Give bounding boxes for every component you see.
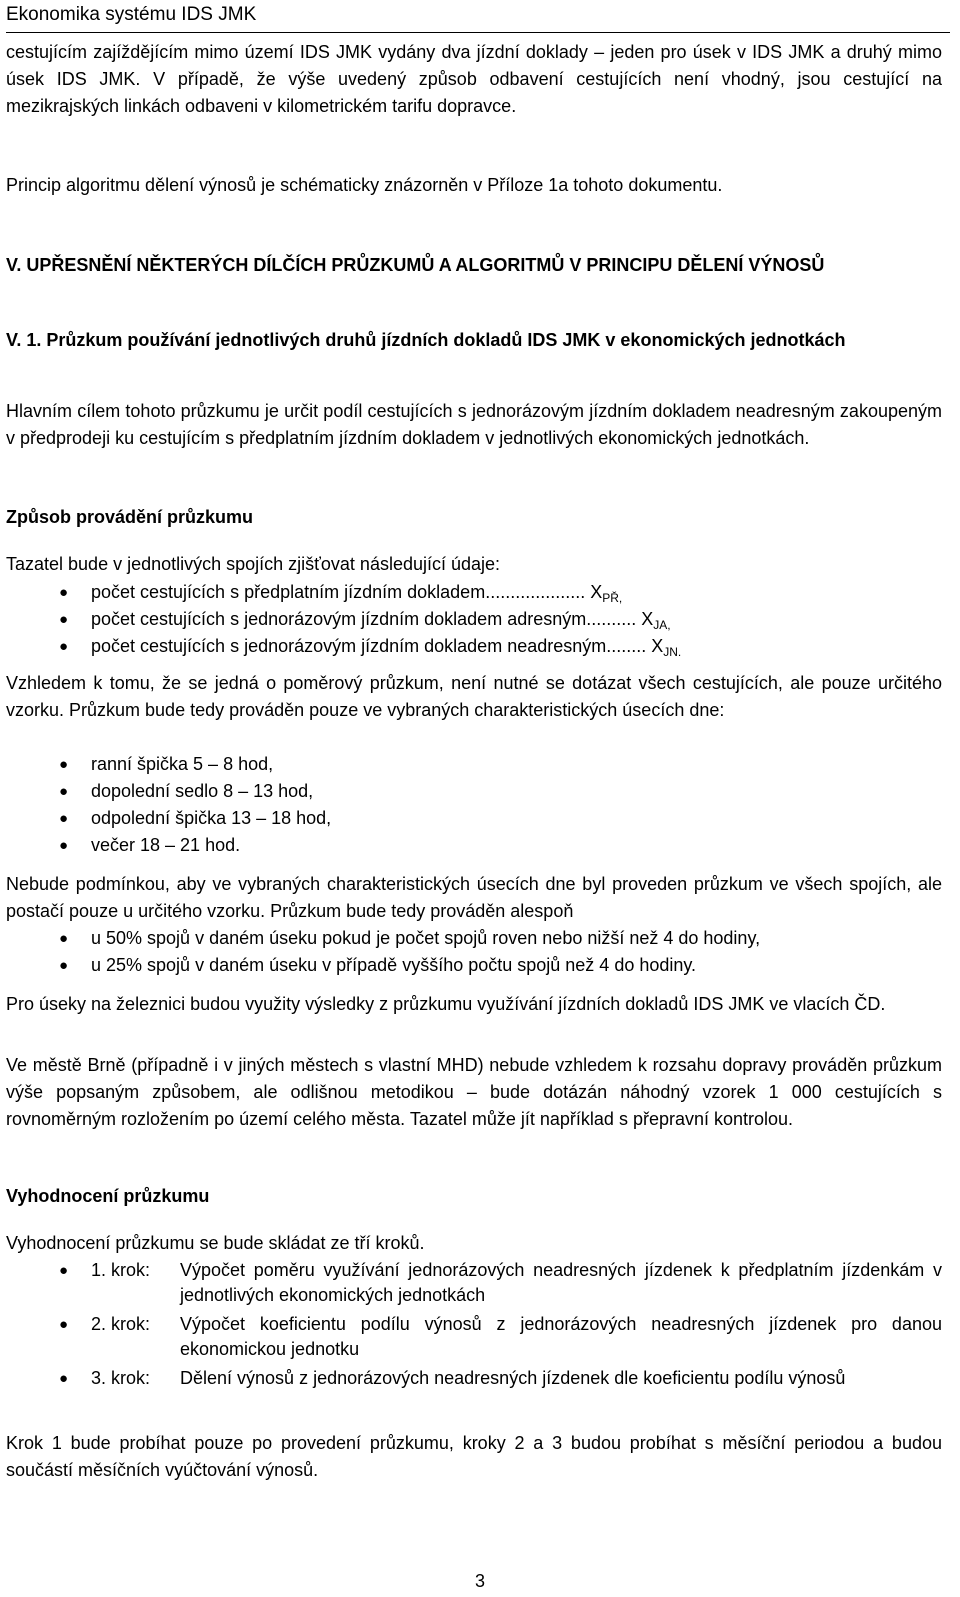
bullet-icon: ●: [59, 837, 69, 854]
step-label: 3. krok:: [91, 1368, 151, 1388]
brno-paragraph: Ve městě Brně (případně i v jiných městech s vlastní MHD) nebude vzhledem k rozsahu dopravy prováděn průzkum výše popsaným způsobem, ale odlišnou metodikou – bude dotázán náhodný vzorek 1 000 cestujících s rovnoměrným rozložením po území celého města. Tazatel může jít například s přepravní kontrolou.: [6, 1055, 942, 1129]
bullet-icon: ●: [59, 957, 69, 974]
list-item: [6, 805, 942, 832]
list-item: [6, 952, 942, 979]
period-text: dopolední sedlo 8 – 13 hod,: [91, 781, 314, 801]
page-number: 3: [474, 1571, 485, 1591]
list-item: [6, 925, 942, 952]
subsection-heading: V. 1. Průzkum používání jednotlivých druhů jízdních dokladů IDS JMK v ekonomických jednotkách: [6, 330, 846, 350]
closing-paragraph: Krok 1 bude probíhat pouze po provedení průzkumu, kroky 2 a 3 budou probíhat s měsíční periodou a budou součástí měsíčních vyúčtování výnosů.: [6, 1433, 942, 1480]
step-text: Výpočet poměru využívání jednorázových neadresných jízdenek k předplatním jízdenkám v jednotlivých ekonomických jednotkách: [180, 1260, 942, 1305]
sample-text: u 50% spojů v daném úseku pokud je počet spojů roven nebo nižší než 4 do hodiny,: [91, 928, 761, 948]
step-label: 1. krok:: [91, 1260, 151, 1280]
item-subscript: JA,: [653, 618, 671, 632]
list-item: [6, 633, 942, 666]
item-subscript: JN.: [663, 645, 682, 659]
section-heading: V. UPŘESNĚNÍ NĚKTERÝCH DÍLČÍCH PRŮZKUMŮ A ALGORITMŮ V PRINCIPU DĚLENÍ VÝNOSŮ: [6, 255, 825, 275]
evaluation-heading: Vyhodnocení průzkumu: [6, 1186, 210, 1206]
bullet-icon: ●: [59, 1262, 69, 1279]
list-item: [6, 832, 942, 859]
period-text: ranní špička 5 – 8 hod,: [91, 754, 274, 774]
item-text: počet cestujících s jednorázovým jízdním dokladem neadresným........ X: [91, 636, 664, 656]
list-item: [6, 1258, 942, 1308]
list-item: [6, 1312, 942, 1362]
page-header: [6, 0, 950, 33]
goal-paragraph: Hlavním cílem tohoto průzkumu je určit podíl cestujících s jednorázovým jízdním dokladem neadresným zakoupeným v předprodeji ku cestujícím s předplatním jízdním dokladem v jednotlivých ekonomických jednotkách.: [6, 401, 942, 448]
condition-paragraph: Nebude podmínkou, aby ve vybraných charakteristických úsecích dne byl proveden průzkum ve všech spojích, ale postačí pouze u určitého vzorku. Průzkum bude tedy prováděn alespoň: [6, 874, 942, 921]
list-item: [6, 778, 942, 805]
step-text: Dělení výnosů z jednorázových neadresných jízdenek dle koeficientu podílu výnosů: [180, 1368, 846, 1388]
header-title: Ekonomika systému IDS JMK: [6, 4, 257, 25]
ratio-paragraph: Vzhledem k tomu, že se jedná o poměrový průzkum, není nutné se dotázat všech cestujících, ale pouze určitého vzorku. Průzkum bude tedy prováděn pouze ve vybraných charakteristických úsecích dne:: [6, 673, 942, 720]
bullet-icon: ●: [59, 756, 69, 773]
bullet-icon: ●: [59, 638, 69, 655]
period-text: odpolední špička 13 – 18 hod,: [91, 808, 332, 828]
item-subscript: PŘ,: [602, 591, 623, 605]
list-item: [6, 751, 942, 778]
evaluation-intro: Vyhodnocení průzkumu se bude skládat ze tří kroků.: [6, 1233, 425, 1253]
method-heading: Způsob provádění průzkumu: [6, 507, 254, 527]
principle-paragraph: Princip algoritmu dělení výnosů je schématicky znázorněn v Příloze 1a tohoto dokumentu.: [6, 175, 723, 195]
item-text: počet cestujících s jednorázovým jízdním dokladem adresným.......... X: [91, 609, 654, 629]
bullet-icon: ●: [59, 611, 69, 628]
bullet-icon: ●: [59, 1370, 69, 1387]
bullet-icon: ●: [59, 930, 69, 947]
bullet-icon: ●: [59, 584, 69, 601]
bullet-icon: ●: [59, 783, 69, 800]
intro-paragraph: cestujícím zajíždějícím mimo území IDS JMK vydány dva jízdní doklady – jeden pro úsek v IDS JMK a druhý mimo úsek IDS JMK. V případě, že výše uvedený způsob odbavení cestujících není vhodný, jsou cestující na mezikrajských linkách odbaveni v kilometrickém tarifu dopravce.: [6, 42, 942, 116]
item-text: počet cestujících s předplatním jízdním dokladem.................... X: [91, 582, 603, 602]
period-text: večer 18 – 21 hod.: [91, 835, 241, 855]
sample-text: u 25% spojů v daném úseku v případě vyššího počtu spojů než 4 do hodiny.: [91, 955, 697, 975]
step-label: 2. krok:: [91, 1314, 151, 1334]
rail-paragraph: Pro úseky na železnici budou využity výsledky z průzkumu využívání jízdních dokladů IDS JMK ve vlacích ČD.: [6, 994, 886, 1014]
step-text: Výpočet koeficientu podílu výnosů z jednorázových neadresných jízdenek pro danou ekonomickou jednotku: [180, 1314, 942, 1359]
bullet-icon: ●: [59, 810, 69, 827]
bullet-icon: ●: [59, 1316, 69, 1333]
list-item: [6, 1366, 942, 1391]
method-intro: Tazatel bude v jednotlivých spojích zjišťovat následující údaje:: [6, 554, 501, 574]
